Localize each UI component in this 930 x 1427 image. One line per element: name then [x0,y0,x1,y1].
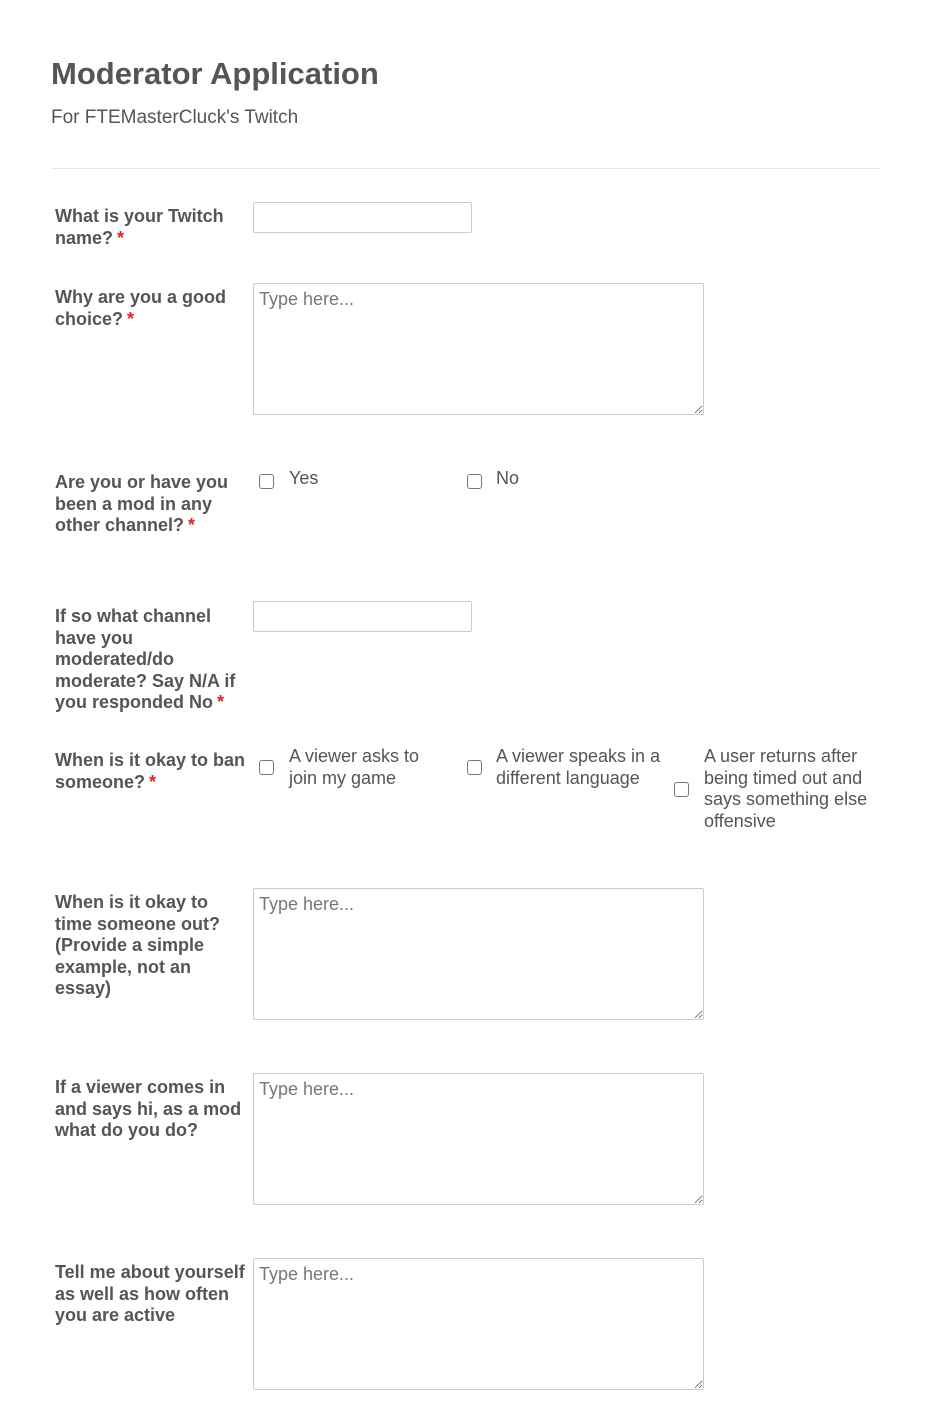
ban-option-offensive-checkbox[interactable] [674,782,689,797]
required-marker: * [117,227,125,248]
which-channel-label-text: If so what channel have you moderated/do moderate? Say N/A if you responded No [55,606,236,712]
viewer-hi-textarea[interactable] [253,1073,704,1205]
which-channel-input[interactable] [253,601,472,632]
ban-option-language-label[interactable]: A viewer speaks in a different language [496,746,661,788]
which-channel-label [55,606,247,714]
viewer-hi-label-text: If a viewer comes in and says hi, as a mod what do you do? [55,1077,242,1140]
good-choice-textarea[interactable] [253,283,704,415]
required-marker: * [149,771,157,792]
required-marker: * [127,308,135,329]
mod-before-yes-label[interactable]: Yes [289,468,319,488]
ban-option-offensive-label[interactable]: A user returns after being timed out and says something else offensive [704,746,868,831]
form-header [51,54,880,130]
form-subtitle: For FTEMasterCluck's Twitch [51,107,299,128]
viewer-hi-label [55,1077,247,1142]
form-title: Moderator Application [51,56,379,91]
about-yourself-label [55,1262,247,1327]
good-choice-label [55,287,247,330]
twitch-name-label-text: What is your Twitch name? [55,206,224,248]
good-choice-label-text: Why are you a good choice? [55,287,227,329]
required-marker: * [217,692,225,712]
required-marker: * [188,515,196,535]
ban-option-language-checkbox[interactable] [467,760,482,775]
twitch-name-label [55,206,247,249]
timeout-when-textarea[interactable] [253,888,704,1020]
mod-before-label [55,472,247,537]
mod-before-no-checkbox[interactable] [467,474,482,489]
about-yourself-label-text: Tell me about yourself as well as how often you are active [55,1262,245,1325]
ban-option-join-game-checkbox[interactable] [259,760,274,775]
ban-when-label [55,750,247,793]
timeout-when-label-text: When is it okay to time someone out? (Provide a simple example, not an essay) [55,892,221,998]
mod-before-yes-checkbox[interactable] [259,474,274,489]
timeout-when-label [55,892,247,1000]
header-divider [51,168,880,169]
about-yourself-textarea[interactable] [253,1258,704,1390]
twitch-name-input[interactable] [253,202,472,233]
mod-before-label-text: Are you or have you been a mod in any other channel? [55,472,229,535]
ban-option-join-game-label[interactable]: A viewer asks to join my game [289,746,420,788]
ban-when-label-text: When is it okay to ban someone? [55,750,246,792]
mod-before-no-label[interactable]: No [496,468,520,488]
